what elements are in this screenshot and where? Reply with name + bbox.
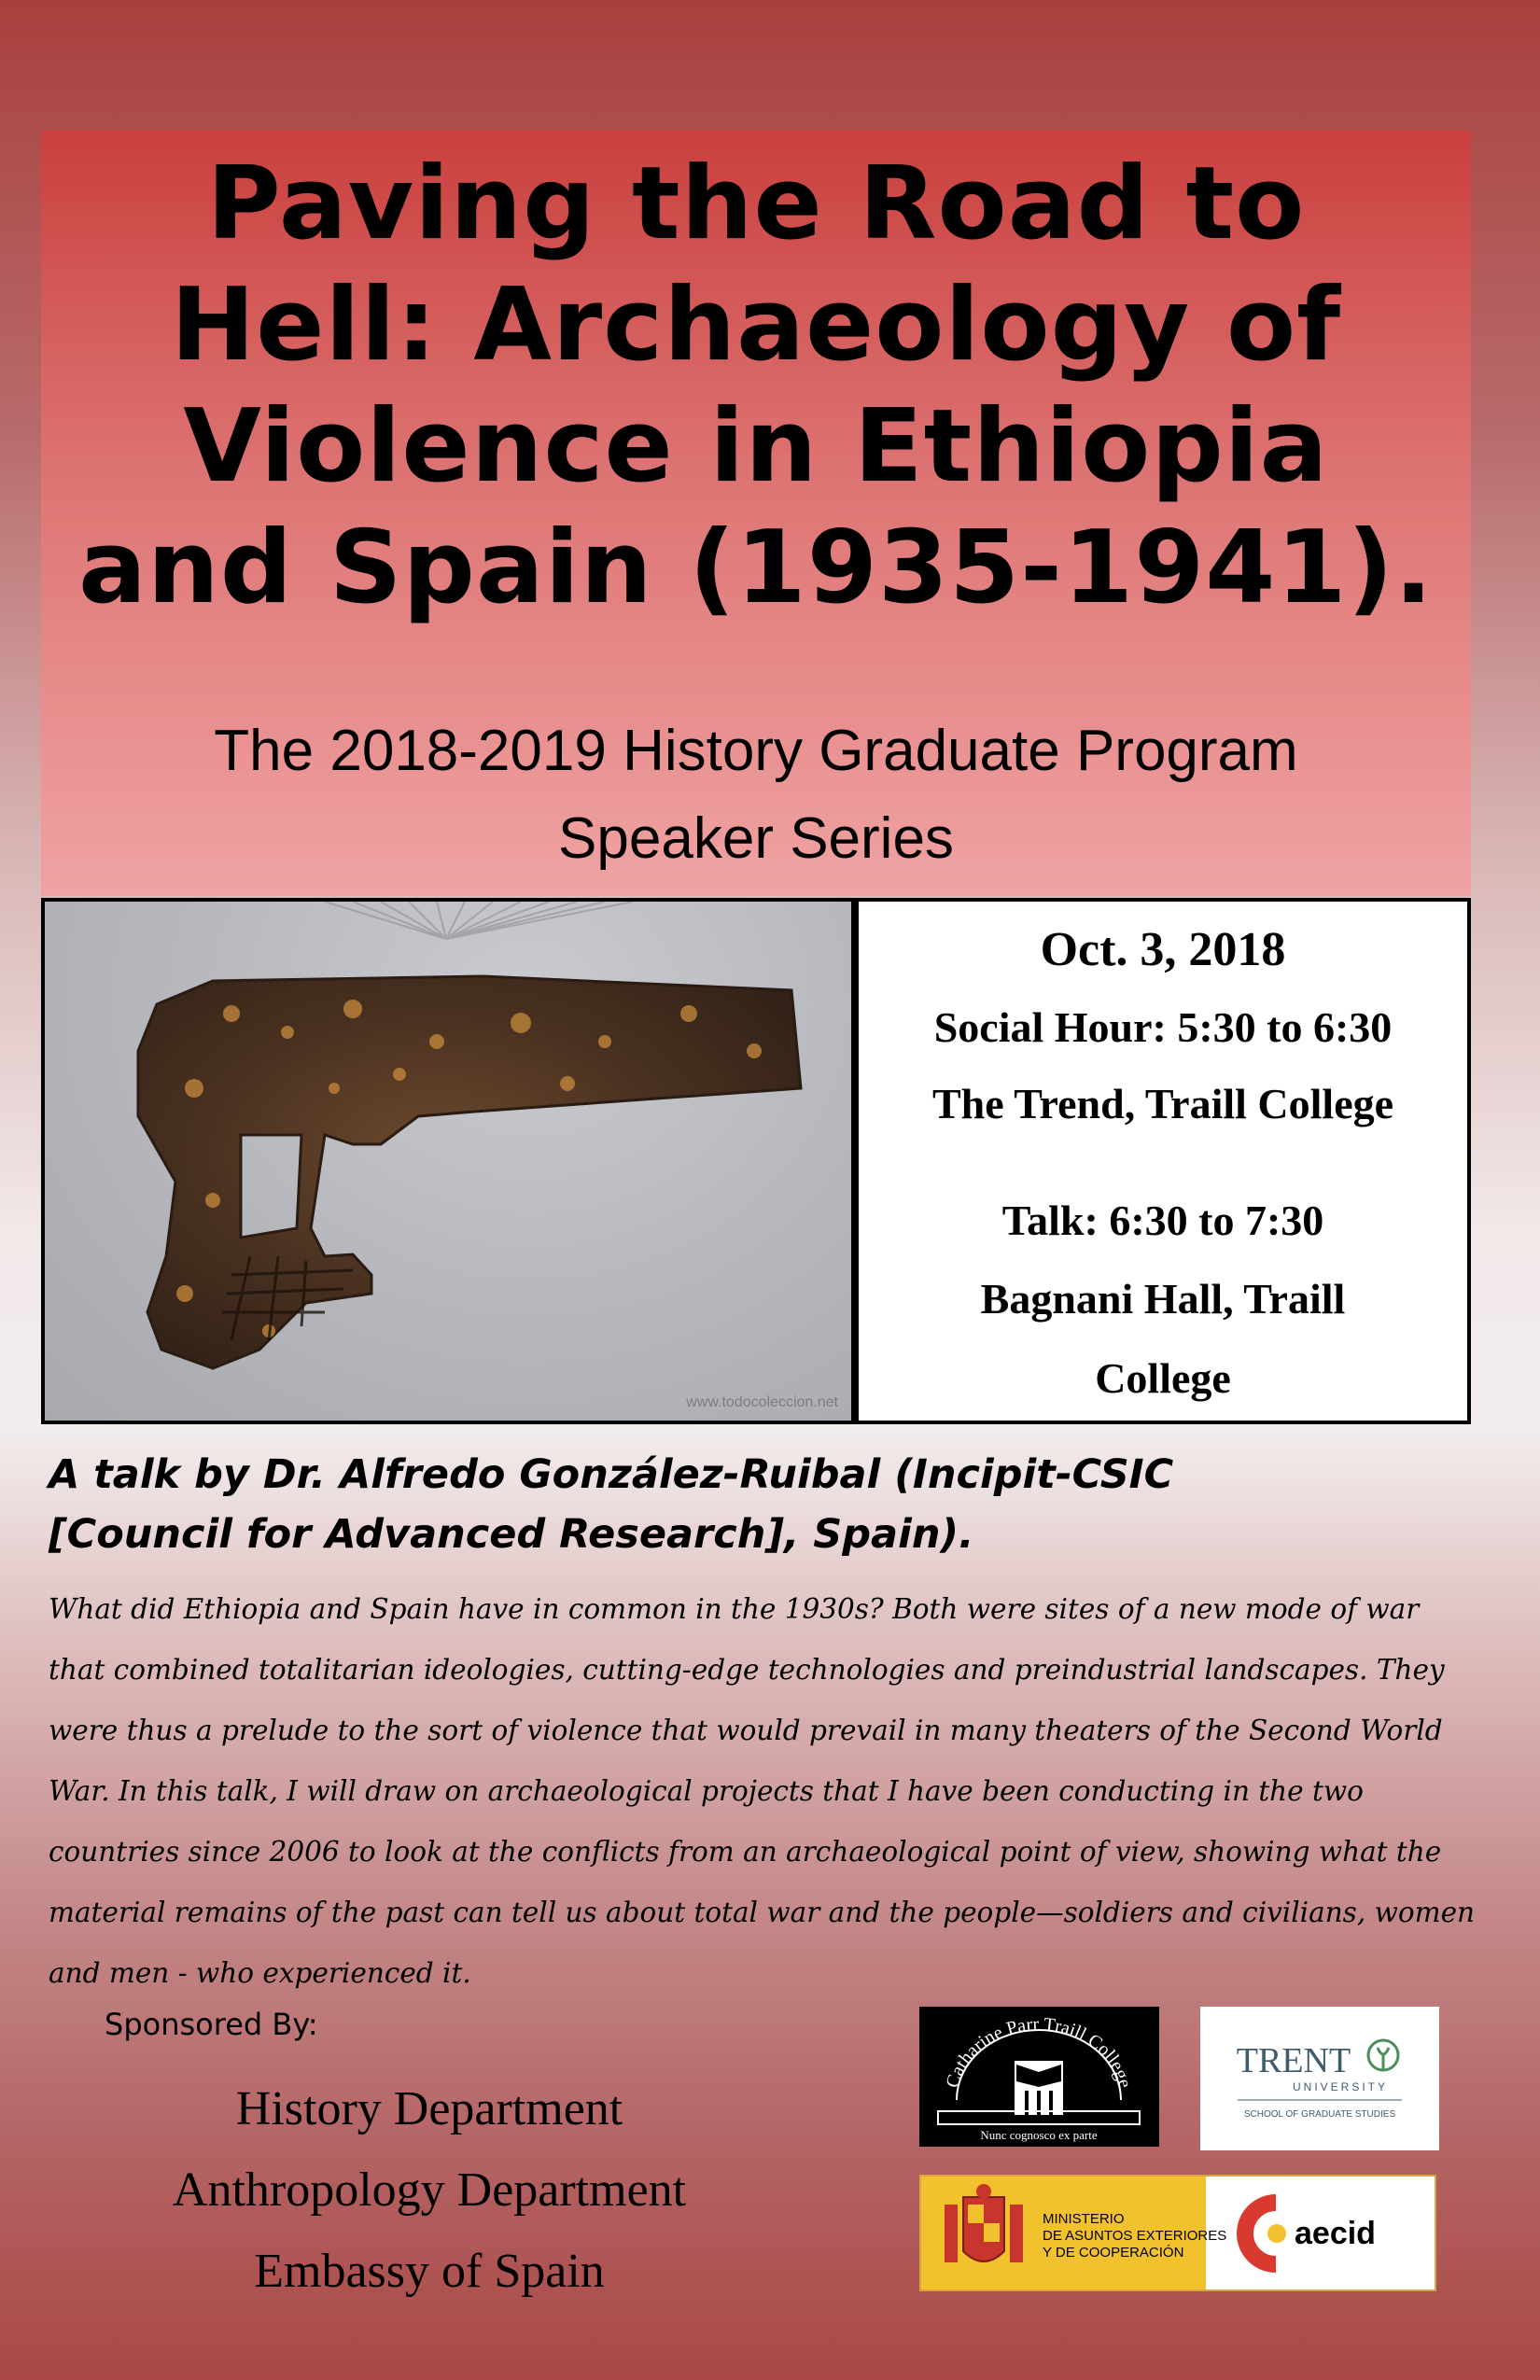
abstract-line: countries since 2006 to look at the conflicts from an archaeological point of view, showing what the xyxy=(49,1836,1442,1868)
title-line: Paving the Road to xyxy=(206,146,1306,262)
trent-university-logo xyxy=(1200,2007,1439,2150)
series-subtitle xyxy=(41,707,1471,883)
title-line: Violence in Ethiopia xyxy=(183,388,1329,505)
abstract-line: War. In this talk, I will draw on archaeological projects that I have been conducting in the two xyxy=(49,1775,1364,1807)
event-date: Oct. 3, 2018 xyxy=(1040,923,1286,976)
ministerio-line-3: Y DE COOPERACIÓN xyxy=(1043,2245,1184,2261)
speaker-credit xyxy=(49,1445,1486,1564)
talk-location-line-1: Bagnani Hall, Traill xyxy=(980,1275,1346,1323)
abstract-line: that combined totalitarian ideologies, cutting-edge technologies and preindustrial landscapes. They xyxy=(49,1654,1445,1686)
sponsored-by-label: Sponsored By: xyxy=(105,2007,318,2042)
traill-motto: Nunc cognosco ex parte xyxy=(980,2128,1098,2142)
trent-school: SCHOOL OF GRADUATE STUDIES xyxy=(1243,2109,1396,2120)
speaker-line: A talk by Dr. Alfredo González-Ruibal (Incipit-CSIC xyxy=(49,1451,1174,1498)
abstract-line: material remains of the past can tell us about total war and the people—soldiers and civilians, women xyxy=(49,1897,1476,1928)
subtitle-line: The 2018-2019 History Graduate Program xyxy=(214,719,1298,783)
talk-time: Talk: 6:30 to 7:30 xyxy=(1001,1197,1324,1244)
poster-title xyxy=(41,144,1471,629)
aecid-name: aecid xyxy=(1295,2216,1376,2251)
trent-university: UNIVERSITY xyxy=(1292,2080,1389,2093)
event-details xyxy=(855,898,1471,1424)
ministerio-aecid-logo xyxy=(919,2175,1436,2291)
trent-name: TRENT xyxy=(1236,2041,1351,2080)
sponsor-embassy: Embassy of Spain xyxy=(254,2245,605,2298)
traill-arc-text: Catharine Parr Traill College xyxy=(942,2013,1136,2091)
traill-college-logo xyxy=(919,2007,1159,2147)
social-hour-location: The Trend, Traill College xyxy=(931,1080,1394,1127)
talk-abstract xyxy=(49,1579,1495,2004)
title-line: Hell: Archaeology of xyxy=(170,267,1342,384)
abstract-line: and men - who experienced it. xyxy=(49,1957,471,1989)
social-hour-time: Social Hour: 5:30 to 6:30 xyxy=(933,1003,1393,1051)
sponsor-history: History Department xyxy=(235,2082,623,2135)
title-banner xyxy=(41,131,1471,896)
photo-watermark: www.todocoleccion.net xyxy=(686,1394,838,1410)
subtitle-line: Speaker Series xyxy=(558,806,954,871)
ministerio-line-1: MINISTERIO xyxy=(1043,2211,1125,2227)
abstract-line: were thus a prelude to the sort of violence that would prevail in many theaters of the Second World xyxy=(49,1715,1443,1746)
rusted-pistol-illustration xyxy=(45,902,851,1421)
sponsor-anthropology: Anthropology Department xyxy=(172,2163,687,2217)
ministerio-line-2: DE ASUNTOS EXTERIORES xyxy=(1043,2228,1227,2244)
aecid-c-icon xyxy=(1245,2203,1286,2264)
speaker-line: [Council for Advanced Research], Spain). xyxy=(49,1511,974,1558)
pistol-photo xyxy=(41,898,855,1424)
title-line: and Spain (1935-1941). xyxy=(78,510,1434,626)
abstract-line: What did Ethiopia and Spain have in common in the 1930s? Both were sites of a new mode of war xyxy=(49,1593,1420,1625)
talk-location-line-2: College xyxy=(1095,1354,1231,1402)
